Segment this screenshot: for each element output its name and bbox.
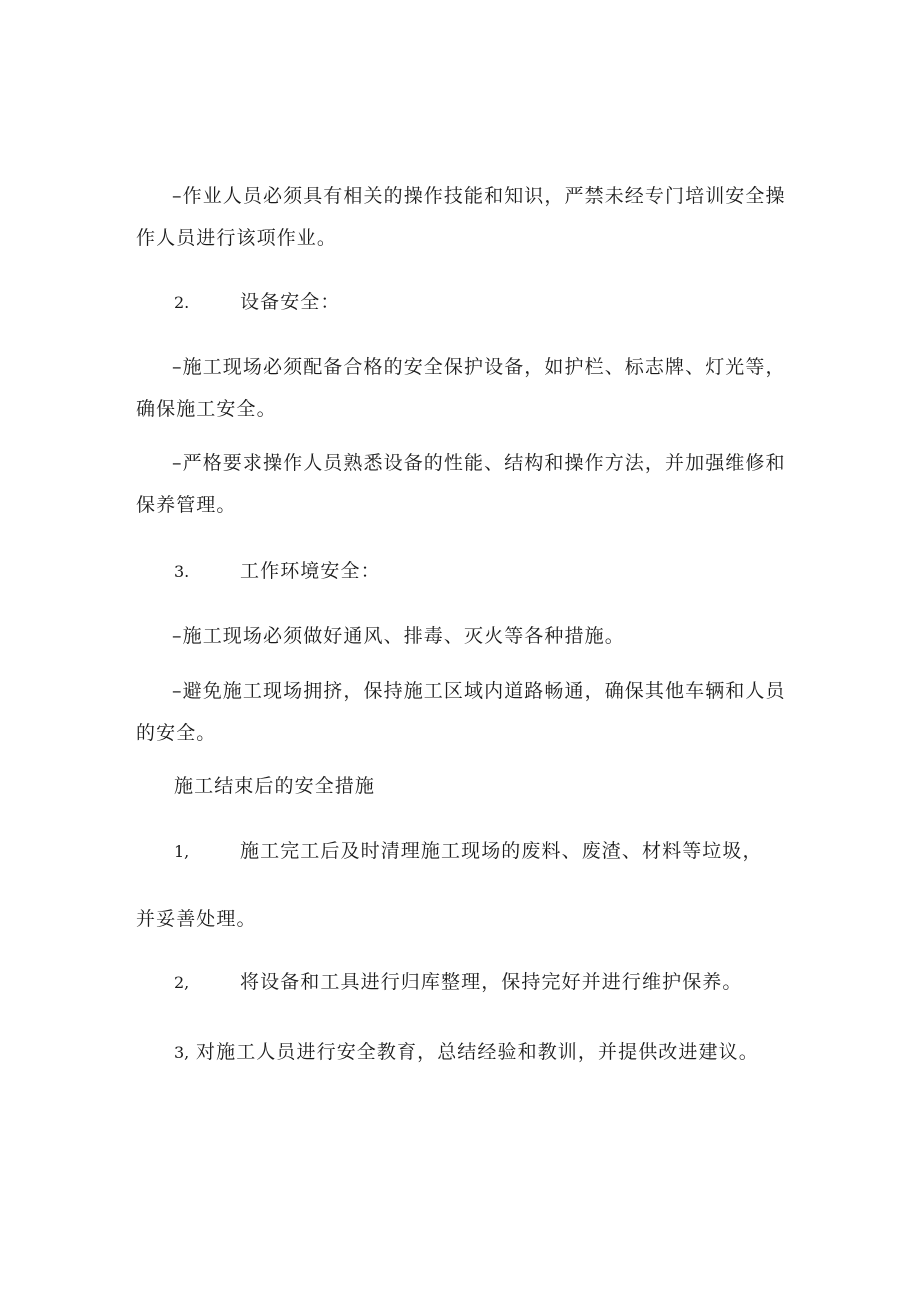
paragraph-avoid-crowding-line2: 的安全。 [136, 722, 217, 744]
section-heading-post-construction: 施工结束后的安全措施 [174, 775, 376, 797]
paragraph-ventilation-measures: –施工现场必须做好通风、排毒、灭火等各种措施。 [172, 625, 625, 647]
post-item-number-2: 2, [174, 973, 190, 992]
post-item-number-3: 3, [174, 1043, 190, 1062]
paragraph-avoid-crowding-line1: –避免施工现场拥挤，保持施工区域内道路畅通，确保其他车辆和人员 [172, 680, 786, 702]
paragraph-personnel-skill-line2: 作人员进行该项作业。 [136, 227, 338, 249]
item-number-3: 3. [174, 562, 190, 581]
post-item-safety-education: 对施工人员进行安全教育，总结经验和教训，并提供改进建议。 [196, 1041, 759, 1063]
post-item-cleanup-line2: 并妥善处理。 [136, 908, 257, 930]
paragraph-equipment-operation-line1: –严格要求操作人员熟悉设备的性能、结构和操作方法，并加强维修和 [172, 452, 786, 474]
post-item-equipment-storage: 将设备和工具进行归库整理，保持完好并进行维护保养。 [240, 971, 743, 993]
paragraph-personnel-skill-line1: –作业人员必须具有相关的操作技能和知识，严禁未经专门培训安全操 [172, 185, 786, 207]
post-item-number-1: 1, [174, 842, 190, 861]
item-title-equipment-safety: 设备安全： [240, 291, 341, 313]
paragraph-equipment-operation-line2: 保养管理。 [136, 494, 237, 516]
item-title-work-environment-safety: 工作环境安全： [240, 560, 381, 582]
paragraph-protective-equipment-line2: 确保施工安全。 [136, 398, 277, 420]
paragraph-protective-equipment-line1: –施工现场必须配备合格的安全保护设备，如护栏、标志牌、灯光等， [172, 356, 786, 378]
post-item-cleanup-line1: 施工完工后及时清理施工现场的废料、废渣、材料等垃圾， [240, 840, 763, 862]
item-number-2: 2. [174, 293, 190, 312]
